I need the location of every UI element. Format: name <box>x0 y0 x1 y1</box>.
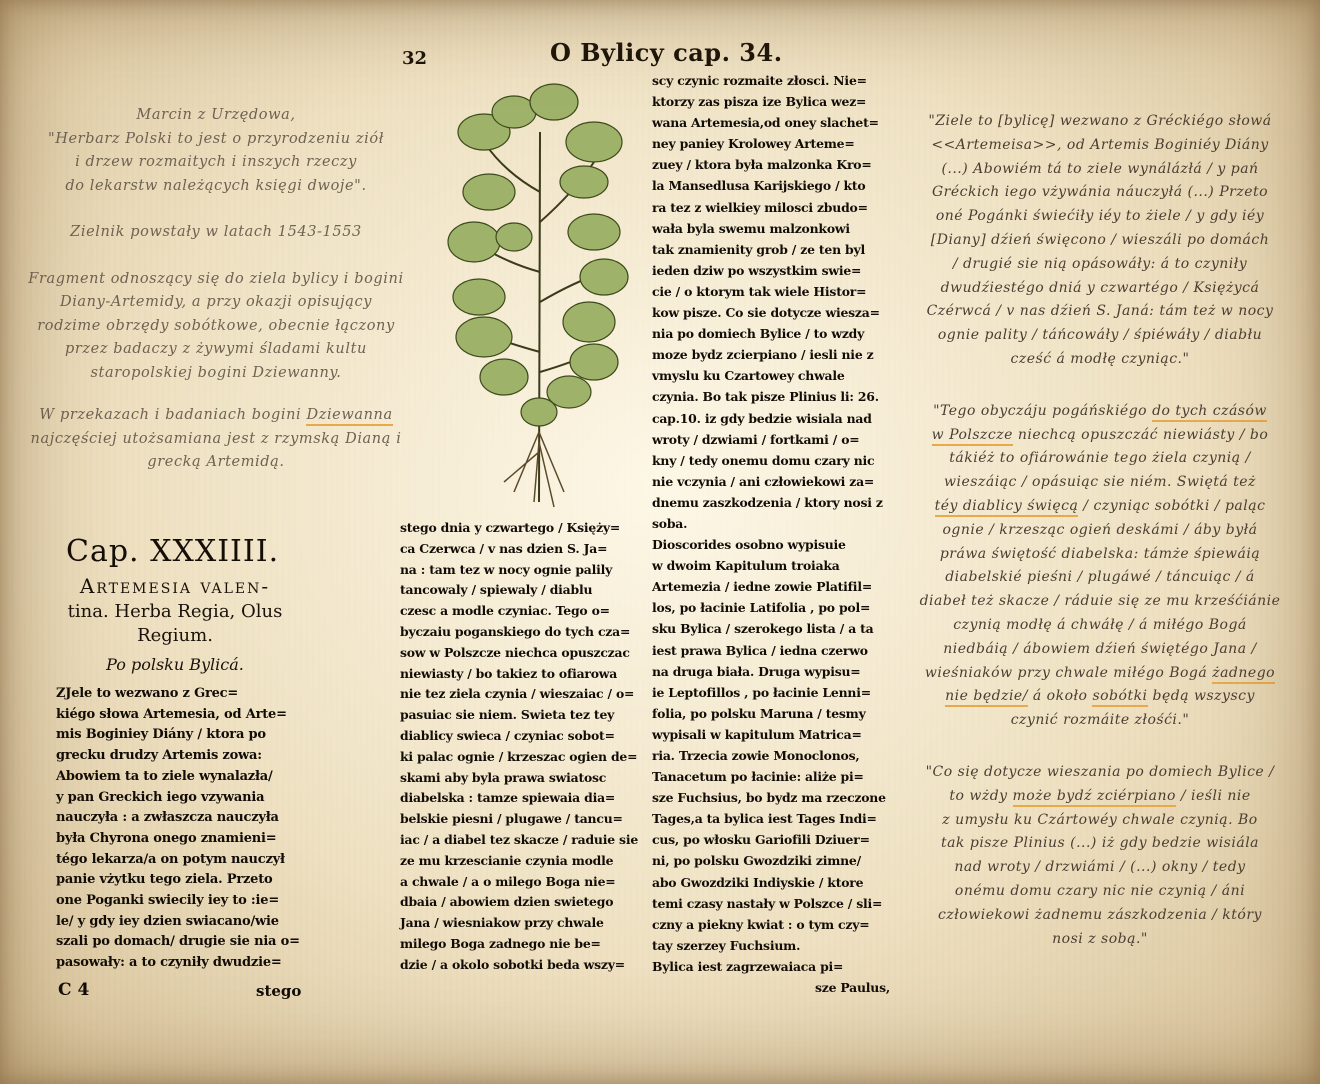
print-line: zuey / ktora była malzonka Kro= <box>652 157 872 173</box>
dziewanna-highlight: Dziewanna <box>306 407 392 426</box>
right-quotes <box>900 110 1300 979</box>
quote-text: nad wroty / drzwiámi / (...) okny / tedy <box>954 859 1246 876</box>
highlight-nie-bedzie: nie będzie/ <box>945 688 1028 707</box>
quote-line: Gréckich iego vżywánia náuczyłá (...) Przeto <box>931 184 1269 201</box>
chapter-heading-title: Cap. XXXIIII. <box>66 534 280 569</box>
signature-mark: C 4 <box>58 980 90 1000</box>
quote-line: [Diany] dźień święcono / wieszáli po domách <box>930 231 1270 248</box>
print-line: ni, po polsku Gwozdziki zimne/ <box>652 853 861 869</box>
quote-line: / drugié sie nią opásowáły: á to czyniły <box>952 255 1248 272</box>
quote-text: człowiekowi żadnemu zászkodzenia / który <box>938 906 1262 923</box>
print-line: scy czynic rozmaite złosci. Nie= <box>652 73 867 88</box>
print-line: pasowały: a to czyniły dwudzie= <box>56 955 282 971</box>
print-line: sow w Polszcze niechca opuszczac <box>400 644 630 660</box>
quote-line: (...) Abowiém tá to ziele wynálázłá / y pań <box>941 160 1259 177</box>
quote-text: niechcą opuszczáć niewiásty / bo <box>1012 426 1269 443</box>
fragment-line: staropolskiej bogini Dziewanny. <box>90 364 342 381</box>
print-line: Tages,a ta bylica iest Tages Indi= <box>652 811 877 827</box>
print-line: le/ y gdy iey dzien swiacano/wie <box>56 913 279 929</box>
page-number: 32 <box>402 48 428 69</box>
print-line: a chwale / a o milego Boga nie= <box>400 873 616 889</box>
print-line: tay szerzey Fuchsium. <box>652 937 801 953</box>
quote-text: / ieśli nie <box>1175 787 1251 804</box>
print-line: diabelska : tamze spiewaia dia= <box>400 790 616 806</box>
dating-note: Zielnik powstały w latach 1543-1553 <box>70 224 362 240</box>
print-line: nauczyła : a zwłaszcza nauczyła <box>56 810 279 826</box>
print-line: belskie piesni / plugawe / tancu= <box>400 811 623 827</box>
print-line: Bylica iest zagrzewaiaca pi= <box>652 958 844 974</box>
print-line: ki palac ognie / krzeszac ogien de= <box>400 748 638 764</box>
print-line: ria. Trzecia zowie Monoclonos, <box>652 748 860 763</box>
print-line: byczaiu poganskiego do tych cza= <box>400 623 631 639</box>
print-line: na : tam tez w nocy ognie palily <box>400 561 613 577</box>
dziewanna-line: najczęściej utożsamiana jest z rzymską Dianą i <box>30 430 402 447</box>
quote-text: "Co się dotycze wieszania po domiech Bylice / <box>925 763 1275 780</box>
quote-text: ognie / krzesząc ogień deskámi / áby byłá <box>942 521 1258 538</box>
book-title-line: "Herbarz Polski to jest o przyrodzeniu ziół <box>47 130 385 147</box>
print-line: skami aby byla prawa swiatosc <box>400 769 607 785</box>
print-line: ie Leptofillos , po łacinie Lenni= <box>652 684 871 700</box>
print-line: szali po domach/ drugie sie nia o= <box>56 934 300 950</box>
quote-text: czynią modłę á chwáłę / á miłégo Bogá <box>953 616 1247 633</box>
print-line: panie vżytku tego ziela. Przeto <box>56 872 273 888</box>
print-line: w dwoim Kapitulum troiaka <box>652 558 840 574</box>
print-column-middle <box>400 518 639 976</box>
print-line: milego Boga zadnego nie be= <box>400 935 601 951</box>
quote-text: práwa świętość diabelska: támże śpiewáią <box>939 545 1261 562</box>
print-line: abo Gwozdziki Indiyskie / ktore <box>652 874 864 890</box>
fragment-line: Fragment odnoszący się do ziela bylicy i bogini <box>28 270 404 287</box>
print-line: kow pisze. Co sie dotycze wiesza= <box>652 305 880 321</box>
print-line: dbaia / abowiem dzien swietego <box>400 894 614 910</box>
print-line: la Mansedlusa Karijskiego / kto <box>652 178 866 194</box>
print-line: sze Fuchsius, bo bydz ma rzeczone <box>652 790 886 806</box>
quote-line: Czérwcá / v nas dźień S. Janá: tám też w nocy <box>926 303 1274 320</box>
print-line: czesc a modle czyniac. Tego o= <box>400 603 610 619</box>
quote-line: dwudźiestégo dniá y czwartégo / Księżycá <box>940 279 1260 296</box>
print-column-right <box>652 70 890 998</box>
left-annotation <box>28 104 404 498</box>
quote-text: to wżdy <box>949 787 1013 804</box>
print-line: Dioscorides osobno wypisuie <box>652 537 846 553</box>
quote-text: niedbáią / ábowiem dźień świętégo Jana / <box>943 640 1257 657</box>
print-line: ze mu krzescianie czynia modle <box>400 852 614 868</box>
quote-text: z umysłu ku Czártowéy chwale czynią. Bo <box>942 811 1258 828</box>
print-line: folia, po polsku Maruna / tesmy <box>652 705 866 721</box>
fragment-line: przez badaczy z żywymi śladami kultu <box>65 341 367 357</box>
wormwood-plant-illustration <box>444 72 634 512</box>
quote-3 <box>900 761 1300 951</box>
highlight-do-tych-czasow: do tych czásów <box>1152 403 1267 422</box>
print-line: Tanacetum po łacinie: aliże pi= <box>652 769 864 785</box>
chapter-header: O Bylicy cap. 34. <box>550 38 783 67</box>
quote-text: nosi z sobą." <box>1052 930 1148 947</box>
print-line: nia po domiech Bylice / to wzdy <box>652 326 865 342</box>
print-line: czynia. Bo tak pisze Plinius li: 26. <box>652 389 879 405</box>
print-line: kny / tedy onemu domu czary nic <box>652 452 875 468</box>
print-line: wypisali w kapitulum Matrica= <box>652 726 862 742</box>
print-line: cap.10. iz gdy bedzie wisiala nad <box>652 410 872 426</box>
quote-text: wieszáiąc / opásuiąc sie niém. Swiętá też <box>944 474 1256 491</box>
highlight-zadnego: żadnego <box>1212 665 1275 684</box>
quote-line: cześć á modłę czyniąc." <box>1010 350 1190 367</box>
print-line: vmyslu ku Czartowey chwale <box>652 368 845 384</box>
print-line: iac / a diabel tez skacze / raduie sie <box>400 831 639 847</box>
print-line: sze Paulus, <box>814 980 890 996</box>
print-line: grecku drudzy Artemis zowa: <box>56 748 262 764</box>
quote-2 <box>900 400 1300 733</box>
catchword: stego <box>256 982 302 1000</box>
print-line: tégo lekarza/a on potym nauczył <box>56 851 285 867</box>
quote-text: "Tego obyczáju pogáńskiégo <box>933 402 1153 419</box>
fragment-line: rodzime obrzędy sobótkowe, obecnie łączony <box>37 317 395 334</box>
print-line: ktorzy zas pisza ize Bylica wez= <box>652 94 867 110</box>
print-line: ra tez z wielkiey milosci zbudo= <box>652 199 868 215</box>
print-line: diablicy swieca / czyniac sobot= <box>400 727 615 743</box>
print-column-left <box>56 684 304 974</box>
print-line: one Poganki swiecily iey to :ie= <box>56 893 280 909</box>
latin-names <box>40 574 310 648</box>
dziewanna-line: grecką Artemidą. <box>147 454 285 470</box>
print-line: dnemu zaszkodzenia / ktory nosi z <box>652 494 883 510</box>
print-line: wała byla swemu malzonkowi <box>652 220 850 236</box>
quote-text: będą wszyscy <box>1147 688 1255 705</box>
quote-line: ognie pality / táńcowáły / śpiéwáły / diabłu <box>937 327 1263 344</box>
quote-text: diabelskié pieśni / plugáwé / táncuiąc / á <box>945 569 1255 586</box>
print-line: cus, po włosku Gariofili Dziuer= <box>652 832 870 848</box>
quote-line: <<Artemeisa>>, od Artemis Boginiéy Diány <box>931 136 1269 153</box>
quote-text: tákiéż to ofiárowánie tego żiela czynią / <box>949 450 1251 467</box>
fragment-line: Diany-Artemidy, a przy okazji opisujący <box>59 294 373 310</box>
quote-line: "Ziele to [bylicę] wezwano z Gréckiégo słowá <box>928 113 1272 129</box>
print-line: los, po łacinie Latifolia , po pol= <box>652 600 871 616</box>
print-line: cie / o ktorym tak wiele Histor= <box>652 283 867 299</box>
quote-text: czynić rozmáite złośći." <box>1010 712 1190 729</box>
print-line: nie vczynia / ani człowiekowi za= <box>652 473 875 489</box>
latin-name-line: Artemesia valen- <box>79 574 271 598</box>
print-line: ney paniey Krolowey Arteme= <box>652 136 855 152</box>
print-line: iest prawa Bylica / iedna czerwo <box>652 642 868 658</box>
quote-text: onému domu czary nic nie czynią / áni <box>954 882 1246 899</box>
polish-name: Po polsku Bylicá. <box>106 655 244 674</box>
latin-name-line: Regium. <box>137 625 213 646</box>
print-line: dzie / a okolo sobotki beda wszy= <box>400 956 625 972</box>
quote-line: oné Pogánki świećiły iéy to żiele / y gdy iéy <box>935 208 1265 225</box>
book-title-line: do lekarstw należących księgi dwoje". <box>65 177 367 194</box>
print-line: soba. <box>652 515 688 531</box>
print-line: sku Bylica / szerokego lista / a ta <box>652 621 874 637</box>
latin-name-line: tina. Herba Regia, Olus <box>67 601 283 622</box>
highlight-moze-bydz: może bydź zciérpiano <box>1013 788 1176 807</box>
quote-text: wieśniaków przy chwale miłégo Bogá <box>924 664 1213 681</box>
print-line: Abowiem ta to ziele wynalazła/ <box>56 768 273 784</box>
print-line: tancowaly / spiewaly / diablu <box>400 582 593 598</box>
book-title-line: i drzew rozmaitych i inszych rzeczy <box>75 154 357 170</box>
highlight-sobotki: sobótki <box>1092 688 1147 707</box>
print-line: wana Artemesia,od oney slachet= <box>652 115 879 131</box>
print-line: Jana / wiesniakow przy chwale <box>400 915 604 931</box>
quote-text: á około <box>1027 688 1093 705</box>
quote-1 <box>900 110 1300 372</box>
print-line: nie tez ziela czynia / wieszaiac / o= <box>400 686 635 702</box>
print-line: pasuiac sie niem. Swieta tez tey <box>400 707 615 723</box>
print-line: y pan Greckich iego vzywania <box>56 789 265 805</box>
highlight-w-polszcze: w Polszcze <box>932 427 1013 446</box>
print-line: Artemezia / iedne zowie Platifil= <box>652 579 873 595</box>
quote-text: diabeł też skacze / ráduie się ze mu krześćiánie <box>919 593 1281 610</box>
print-line: wroty / dzwiami / fortkami / o= <box>652 431 860 447</box>
print-line: ZJele to wezwano z Grec= <box>56 686 239 701</box>
print-line: kiégo słowa Artemesia, od Arte= <box>56 706 287 722</box>
print-line: niewiasty / bo takiez to ofiarowa <box>400 665 618 681</box>
print-line: czny a piekny kwiat : o tym czy= <box>652 916 870 932</box>
print-line: na druga biała. Druga wypisu= <box>652 663 861 679</box>
quote-text: / czyniąc sobótki / paląc <box>1078 497 1266 514</box>
print-line: stego dnia y czwartego / Księży= <box>400 520 621 535</box>
print-line: ca Czerwca / v nas dzien S. Ja= <box>400 540 608 556</box>
print-line: była Chyrona onego znamieni= <box>56 830 277 846</box>
print-line: mis Boginiey Diány / ktora po <box>56 727 266 743</box>
quote-text: tak pisze Plinius (...) iż gdy bedzie wisiála <box>940 835 1260 852</box>
print-line: tak znamienity grob / ze ten byl <box>652 241 865 257</box>
print-line: ieden dziw po wszystkim swie= <box>652 262 862 278</box>
dziewanna-intro: W przekazach i badaniach bogini <box>39 407 307 423</box>
highlight-diablicy: téy diablicy święcą <box>935 498 1079 517</box>
print-line: temi czasy nastały w Polszce / sli= <box>652 895 883 911</box>
print-line: moze bydz zcierpiano / iesli nie z <box>652 347 874 363</box>
author-name: Marcin z Urzędowa, <box>136 107 296 123</box>
